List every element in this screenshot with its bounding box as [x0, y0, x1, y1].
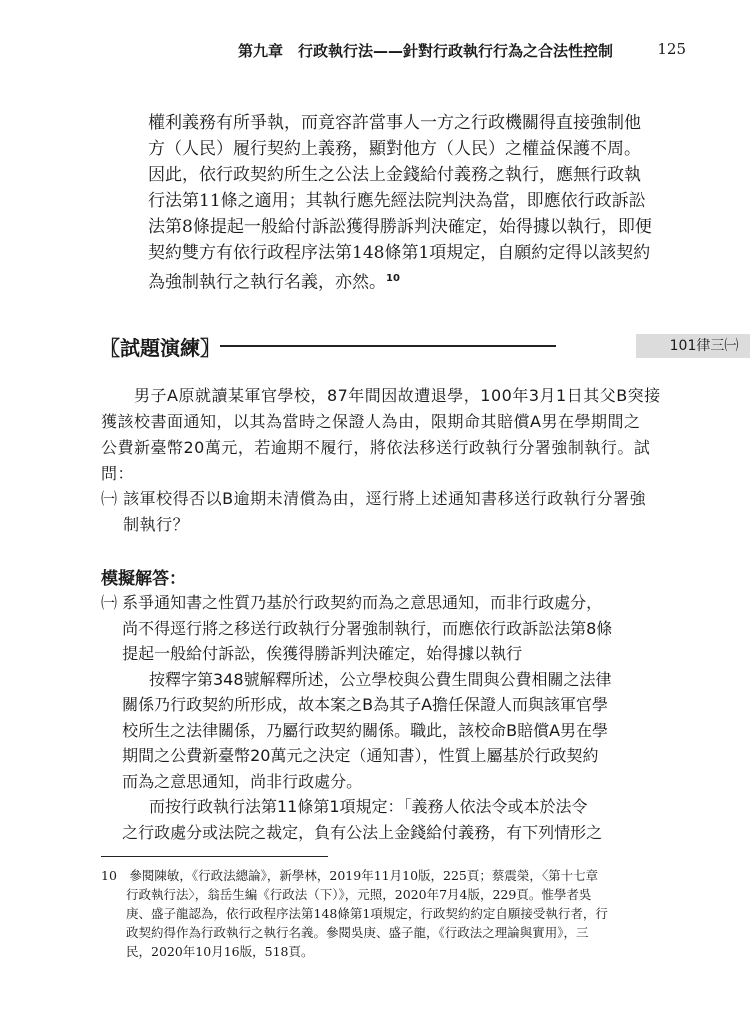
- running-header: [238, 40, 686, 62]
- footnote-line: 庚、盛子龍認為，依行政程序法第148條第1項規定，行政契約約定自願接受執行者，行: [101, 906, 608, 921]
- answer-line: 提起一般給付訴訟，俟獲得勝訴判決確定，始得據以執行: [101, 644, 523, 663]
- footnote-line: 行政執行法〉，翁岳生編《行政法（下）》，元照，2020年7月4版，229頁。惟學者吳: [101, 887, 592, 902]
- answer-line: 之行政處分或法院之裁定，負有公法上金錢給付義務，有下列情形之: [101, 822, 603, 842]
- exam-tag: 101律三㈠: [636, 334, 750, 358]
- body-line: 行法第11條之適用；其執行應先經法院判決為當，即應依行政訴訟: [148, 191, 646, 211]
- answer-line: 而為之意思通知，尚非行政處分。: [101, 771, 363, 791]
- sub-question-line: 制執行？: [101, 515, 190, 534]
- answer-line: ㈠ 系爭通知書之性質乃基於行政契約而為之意思通知，而非行政處分，: [101, 593, 603, 612]
- section-rule: [220, 345, 556, 347]
- footnote-line: 10 參閱陳敏，《行政法總論》，新學林，2019年11月10版，225頁；蔡震榮，〈第十七章: [101, 868, 599, 883]
- question-line: 問：: [101, 464, 135, 483]
- question-text: [101, 383, 671, 487]
- answer-line: 尚不得逕行將之移送行政執行分署強制執行，而應依行政訴訟法第8條: [101, 618, 613, 638]
- body-line: 方（人民）履行契約上義務，顯對他方（人民）之權益保護不周。: [148, 139, 641, 159]
- body-line: 契約雙方有依行政程序法第148條第1項規定，自願約定得以該契約: [148, 243, 651, 263]
- body-line: [148, 266, 688, 296]
- answer-text: [101, 590, 671, 845]
- answer-line: 期間之公費新臺幣20萬元之決定（通知書），性質上屬基於行政契約: [101, 746, 599, 765]
- body-line: 因此，依行政契約所生之公法上金錢給付義務之執行，應無行政執: [148, 165, 641, 185]
- chapter-title: 第九章 行政執行法——針對行政執行行為之合法性控制: [238, 42, 614, 60]
- footnote: [101, 866, 671, 961]
- body-line-text: 為強制執行之執行名義，亦然。: [148, 272, 386, 293]
- footnote-divider: [101, 856, 328, 857]
- exercise-section-header: [100, 333, 739, 360]
- answer-line: 而按行政執行法第11條第1項規定：「義務人依法令或本於法令: [101, 797, 588, 816]
- question-line: 獲該校書面通知，以其為當時之保證人為由，限期命其賠償A男在學期間之: [101, 412, 641, 431]
- question-line: 男子A原就讀某軍官學校，87年間因故遭退學，100年3月1日其父B突接: [101, 386, 661, 405]
- section-title: 〖試題演練〗: [100, 336, 220, 360]
- body-line: 法第8條提起一般給付訴訟獲得勝訴判決確定，始得據以執行，即便: [148, 217, 652, 237]
- body-paragraph: [148, 110, 688, 296]
- sub-question-line: ㈠ 該軍校得否以B逾期未清償為由，逕行將上述通知書移送行政執行分署強: [101, 489, 647, 508]
- sub-question: [101, 486, 671, 538]
- answer-line: 按釋字第348號解釋所述，公立學校與公費生間與公費相關之法律: [101, 669, 612, 689]
- footnote-ref[interactable]: 10: [386, 273, 400, 284]
- answer-line: 校所生之法律關係，乃屬行政契約關係。職此，該校命B賠償A男在學: [101, 720, 609, 740]
- page-number: 125: [657, 40, 686, 58]
- footnote-line: 民，2020年10月16版，518頁。: [101, 944, 314, 959]
- question-line: 公費新臺幣20萬元，若逾期不履行，將依法移送行政執行分署強制執行。試: [101, 438, 651, 457]
- footnote-line: 政契約得作為行政執行之執行名義。參閱吳庚、盛子龍，《行政法之理論與實用》，三: [101, 925, 589, 940]
- answer-line: 關係乃行政契約所形成，故本案之B為其子A擔任保證人而與該軍官學: [101, 695, 609, 714]
- body-line: 權利義務有所爭執，而竟容許當事人一方之行政機關得直接強制他: [148, 113, 641, 133]
- answer-title: 模擬解答：: [101, 569, 186, 589]
